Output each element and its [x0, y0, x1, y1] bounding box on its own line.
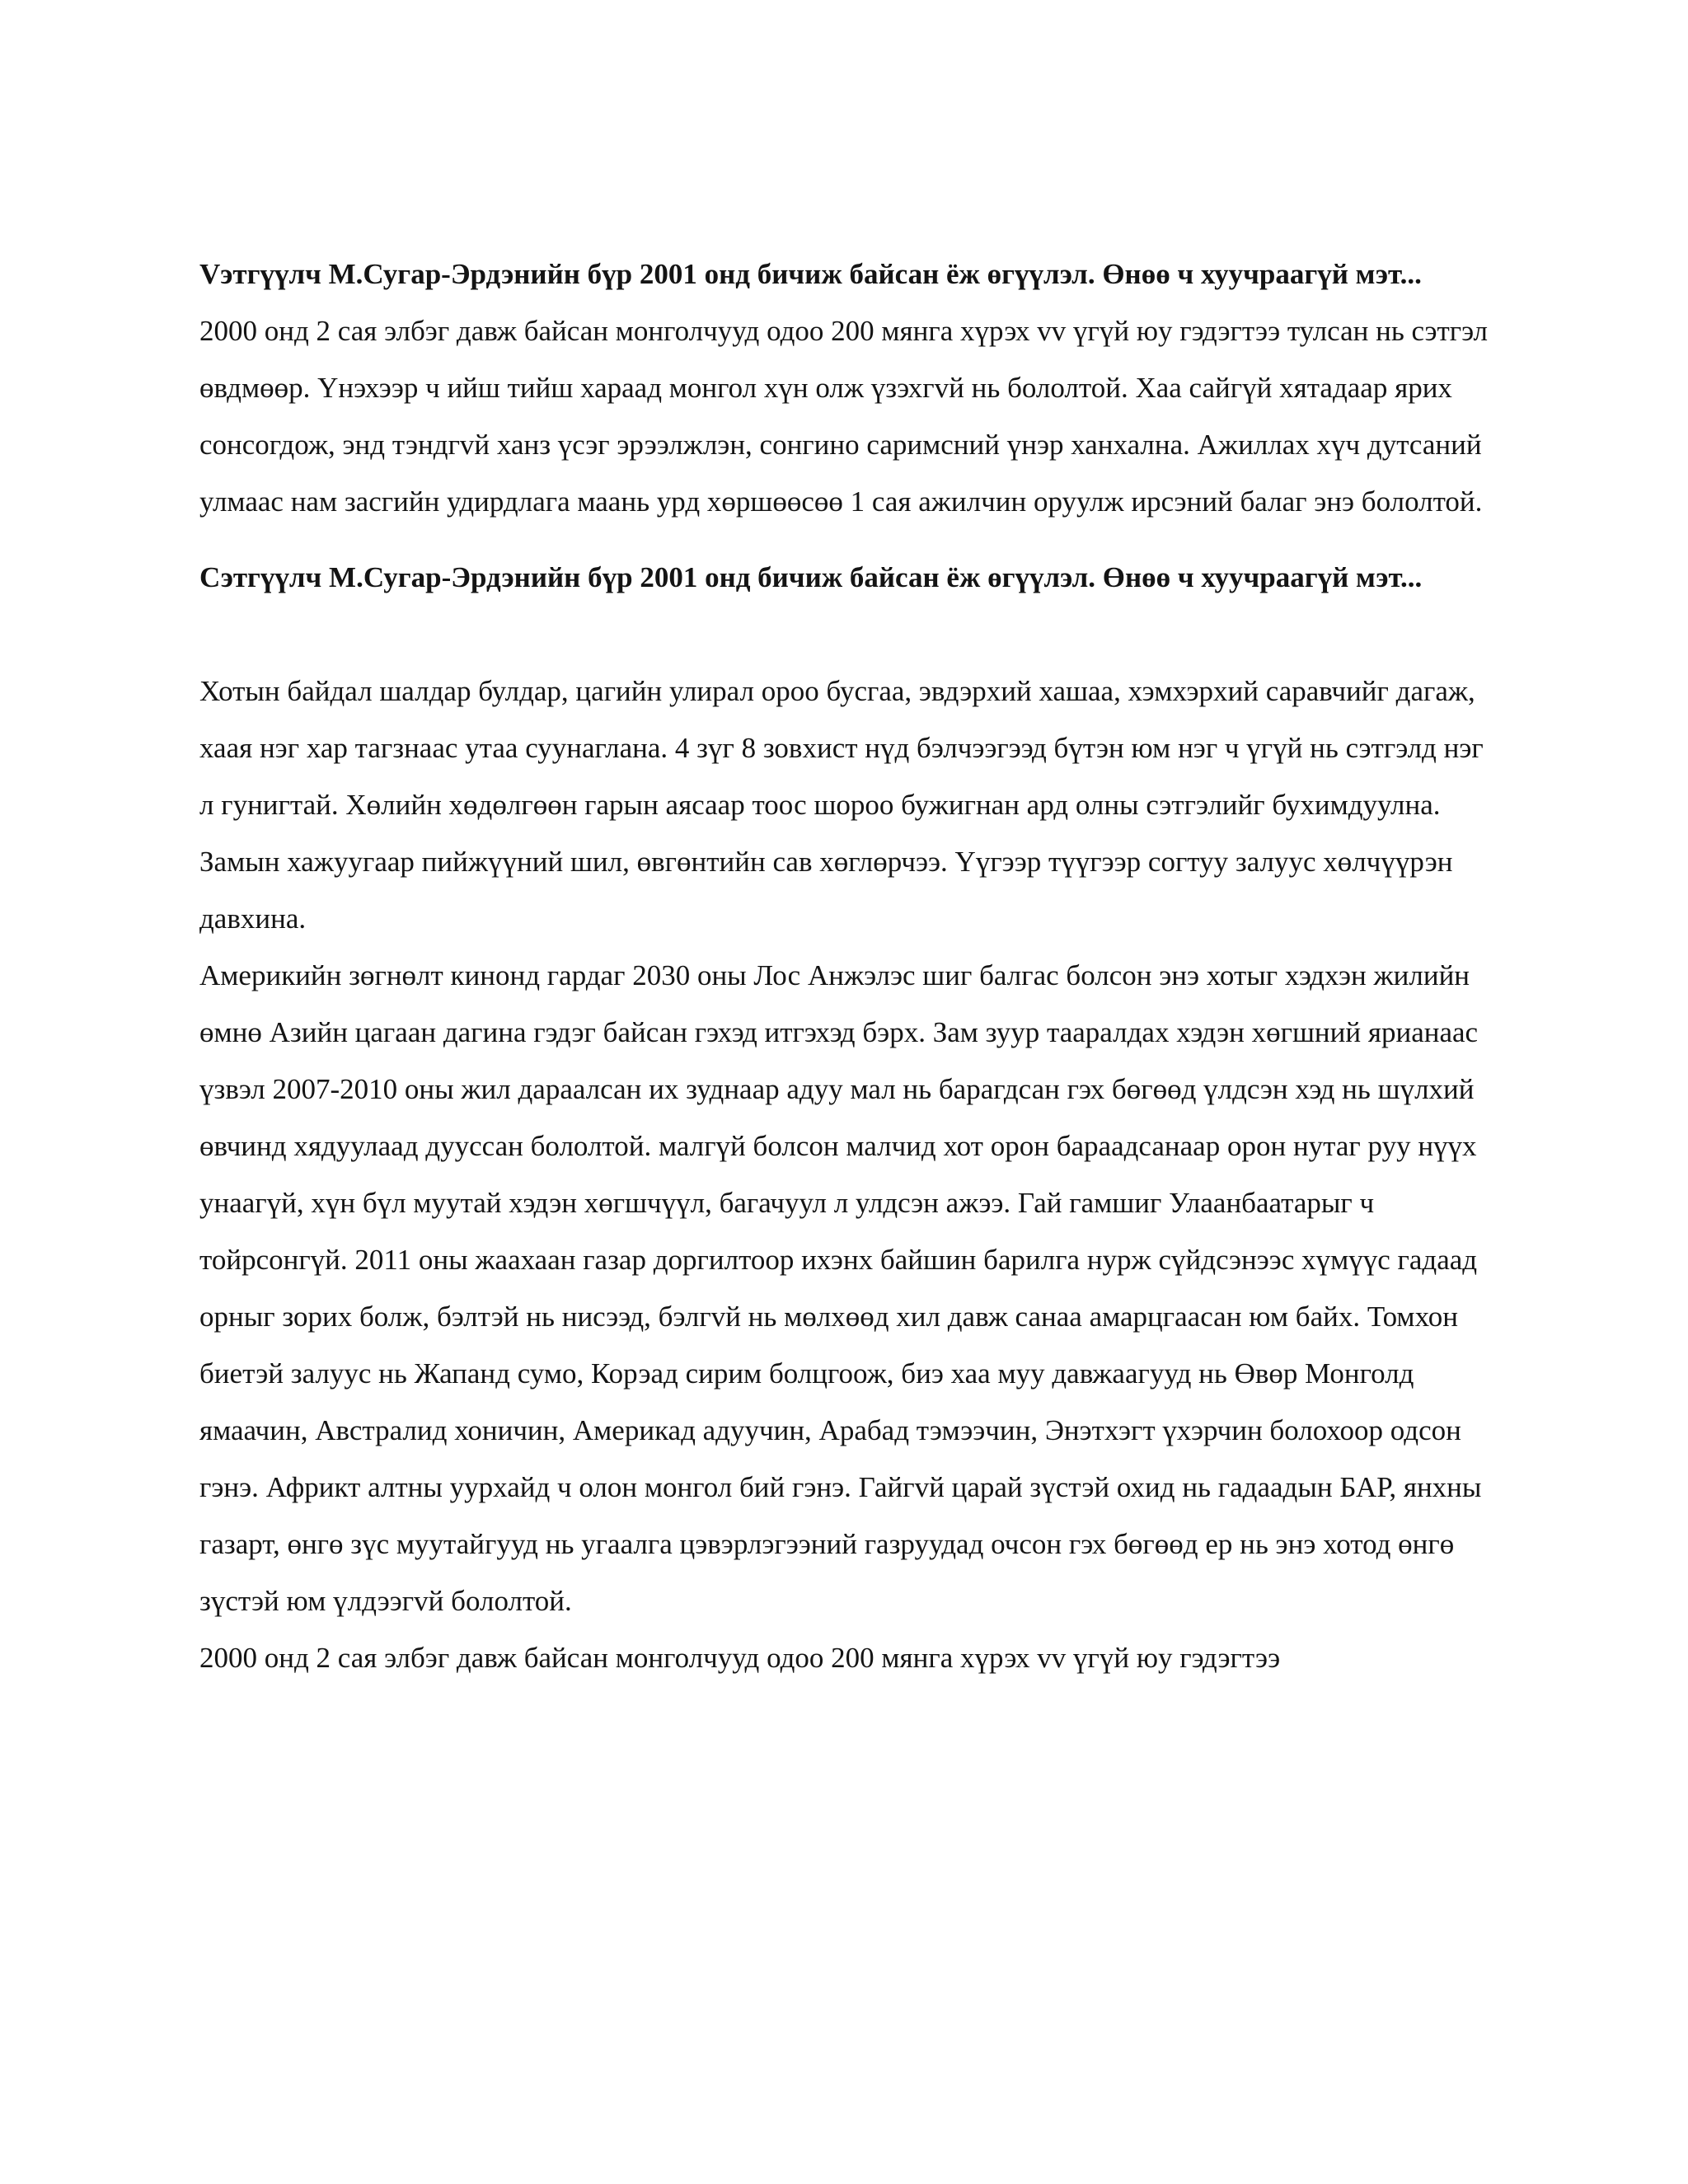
spacer [199, 606, 1502, 663]
document-body [199, 246, 1502, 1686]
paragraph-4: 2000 онд 2 сая элбэг давж байсан монголчууд одоо 200 мянга хүрэх vv үгүй юу гэдэгтээ [199, 1642, 1281, 1674]
article-heading-1: Vэтгүүлч М.Сугар-Эрдэнийн бүр 2001 онд бичиж байсан ёж өгүүлэл. Өнөө ч хуучраагүй мэт... [199, 258, 1422, 290]
paragraph-3: Америкийн зөгнөлт кинонд гардаг 2030 оны Лос Анжэлэс шиг балгас болсон энэ хотыг хэдхэн жилийн өмнө Азийн цагаан дагина гэдэг байсан гэхэд итгэхэд бэрх. Зам зуур тааралдах хэдэн хөгшний ярианаас үзвэл 2007-2010 оны жил дараалсан их зуднаар адуу мал нь барагдсан гэх бөгөөд үлдсэн хэд нь шүлхий өвчинд хядуулаад дууссан бололтой. малгүй болсон малчид хот орон бараадсанаар орон нутаг руу нүүх унаагүй, хүн бүл муутай хэдэн хөгшчүүл, багачуул л улдсэн ажээ. Гай гамшиг Улаанбаатарыг ч тойрсонгүй. 2011 оны жаахаан газар доргилтоор ихэнх байшин барилга нурж сүйдсэнээс хүмүүс гадаад орныг зорих болж, бэлтэй нь нисээд, бэлгvй нь мөлхөөд хил давж санаа амарцгаасан юм байх. Томхон биетэй залуус нь Жапанд сумо, Корэад сирим болцгоож, биэ хаа муу давжаагууд нь Өвөр Монголд ямаачин, Австралид хоничин, Америкад адуучин, Арабад тэмээчин, Энэтхэгт үхэрчин болохоор одсон гэнэ. Африкт алтны уурхайд ч олон монгол бий гэнэ. Гайгvй царай зүстэй охид нь гадаадын БАР, янхны газарт, өнгө зүс муутайгууд нь угаалга цэвэрлэгээний газруудад очсон гэх бөгөөд ер нь энэ хотод өнгө зүстэй юм үлдээгvй бололтой. [199, 959, 1482, 1617]
article-heading-2: Сэтгүүлч М.Сугар-Эрдэнийн бүр 2001 онд бичиж байсан ёж өгүүлэл. Өнөө ч хуучраагүй мэт... [199, 561, 1423, 593]
paragraph-1: 2000 онд 2 сая элбэг давж байсан монголчууд одоо 200 мянга хүрэх vv үгүй юу гэдэгтээ тулсан нь сэтгэл өвдмөөр. Үнэхээр ч ийш тийш хараад монгол хүн олж үзэхгvй нь бололтой. Хаа сайгүй хятадаар ярих сонсогдож, энд тэндгvй ханз үсэг эрээлжлэн, сонгино саримсний үнэр ханхална. Ажиллах хүч дутсаний улмаас нам засгийн удирдлага маань урд хөршөөсөө 1 сая ажилчин оруулж ирсэний балаг энэ бололтой. [199, 315, 1489, 518]
spacer [199, 530, 1502, 549]
paragraph-2: Хотын байдал шалдар булдар, цагийн улирал ороо бусгаа, эвдэрхий хашаа, хэмхэрхий саравчийг дагаж, хаая нэг хар тагзнаас утаа суунаглана. 4 зүг 8 зовхист нүд бэлчээгээд бүтэн юм нэг ч үгүй нь сэтгэлд нэг л гунигтай. Хөлийн хөдөлгөөн гарын аясаар тоос шороо бужигнан ард олны сэтгэлийг бухимдуулна. Замын хажуугаар пийжүүний шил, өвгөнтийн сав хөглөрчээ. Үүгээр түүгээр согтуу залуус хөлчүүрэн давхина. [199, 675, 1484, 935]
